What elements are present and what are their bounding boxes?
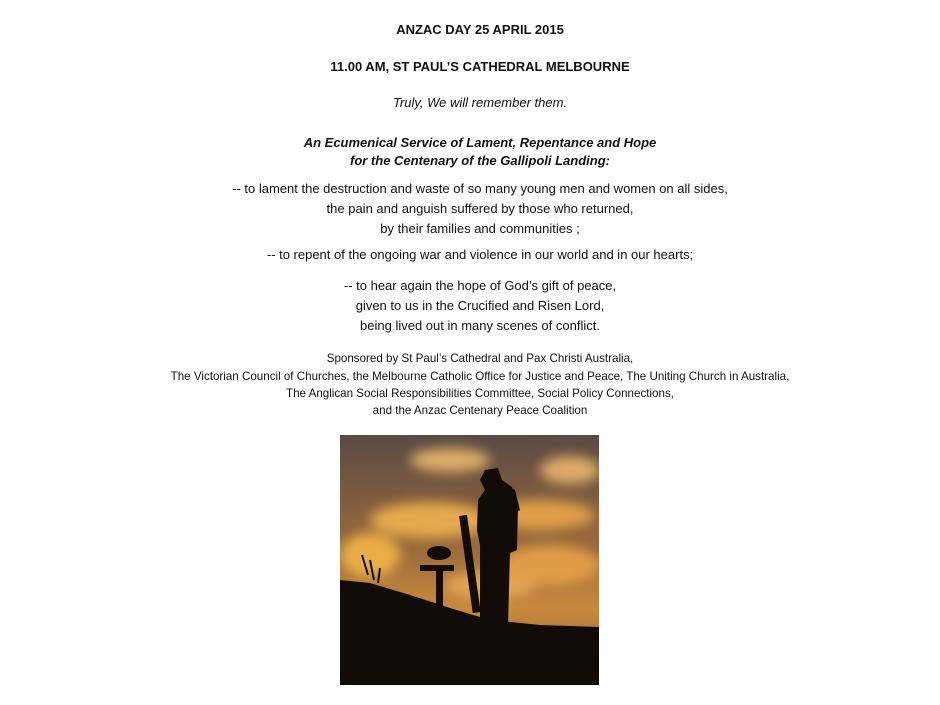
time-place: 11.00 AM, ST PAUL’S CATHEDRAL MELBOURNE [330, 59, 630, 74]
service-heading-2: for the Centenary of the Gallipoli Landing: [349, 153, 610, 168]
service-heading-1: An Ecumenical Service of Lament, Repentance and Hope [303, 135, 657, 150]
soldier-silhouette-photo [340, 435, 599, 685]
repent-line: -- to repent of the ongoing war and violence in our world and in our hearts; [266, 247, 694, 262]
hope-line: being lived out in many scenes of conflict. [360, 318, 600, 333]
page-title: ANZAC DAY 25 APRIL 2015 [396, 22, 564, 37]
lament-line: by their families and communities ; [380, 221, 580, 236]
sponsor-line: and the Anzac Centenary Peace Coalition [372, 404, 588, 417]
lament-line: the pain and anguish suffered by those who returned, [326, 201, 634, 216]
lament-line: -- to lament the destruction and waste of so many young men and women on all sides, [232, 181, 728, 196]
sponsor-line: Sponsored by St Paul’s Cathedral and Pax Christi Australia, [326, 352, 634, 365]
hope-line: -- to hear again the hope of God’s gift of peace, [343, 278, 617, 293]
sponsor-line: The Anglican Social Responsibilities Committee, Social Policy Connections, [286, 387, 674, 400]
hope-line: given to us in the Crucified and Risen Lord, [355, 298, 605, 313]
motto: Truly, We will remember them. [392, 95, 568, 110]
sponsor-line: The Victorian Council of Churches, the Melbourne Catholic Office for Justice and Peace, The Uniting Church in Australia, [170, 370, 790, 383]
